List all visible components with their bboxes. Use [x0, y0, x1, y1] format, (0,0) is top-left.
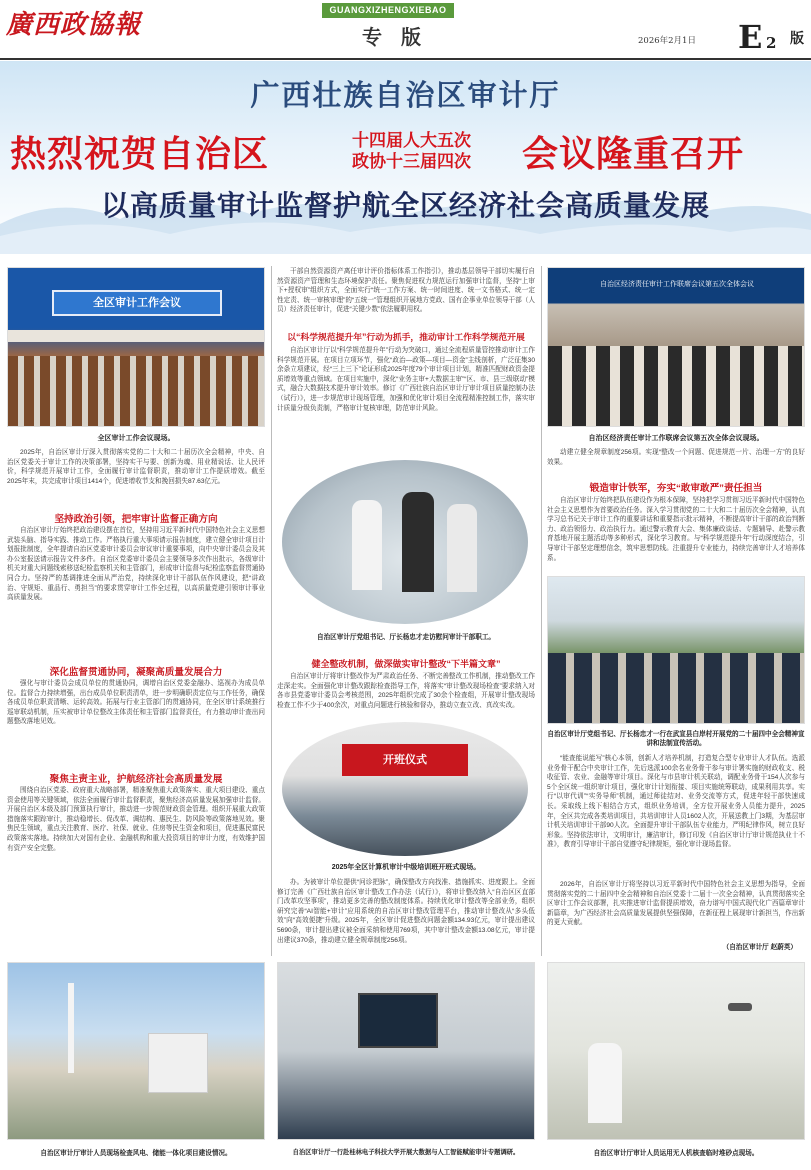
section-title: 专 版	[362, 25, 427, 49]
caption-photo-7: 自治区审计厅一行赴桂林电子科技大学开展大数据与人工智能赋能审计专题调研。	[292, 1149, 520, 1156]
col1-section-2: 强化与审计委员会成员单位的贯通协同，调增自治区党委金融办、巡视办为成员单位。监督合力持续增强，出台成员单位职责清单，进一步明确职责定位与工作任务，确保各成员单位职责清晰、运转高效。拓展与行业主管部门的贯通协同，在全区审计系统推行巡审联动机制，压实被审计单位整改主体责任和主管部门监督责任，有力推动审计查出问题整改落地见效。	[7, 680, 265, 726]
edition-letter: E	[738, 18, 763, 56]
caption-photo-8: 自治区审计厅审计人员运用无人机核查临时堆砂点现场。	[593, 1150, 759, 1157]
village-audience	[548, 653, 805, 723]
banner-headline-mid-1: 十四届人大五次	[352, 131, 471, 151]
caption-photo-1: 全区审计工作会议现场。	[97, 435, 175, 442]
banner-headline-right: 会议隆重召开	[522, 133, 745, 175]
col3-heading-1: 锻造审计铁军，夯实“敢审敢严”责任担当	[589, 483, 763, 494]
col2-section-2: 自治区审计厅将审计整改作为严肃政治任务、不断完善整改工作机制，推动整改工作走深走实。全面强化审计整改跟踪检查指导工作，将落实“审计整改现场检查”要求纳入对各市县党委审计委员会考核范围，2025年组织完成了30余个检查组，开展审计整改现场检查工作不少于400余次，对重点问题进行核验和督办，推动立查立改、真改实改。	[277, 673, 535, 709]
col2-continued: 干部自然资源资产离任审计评价指标体系工作指引》，推动基层领导干部切实履行自然资源资产管理和生态环境保护责任。聚焦促进权力规范运行加强审计监督，坚持“上审下+授权审”组织方式，全面实行“统一工作方案、统一时间进度、统一文书格式、统一定性定责、统一审核审理”的“五统一”管理组织开展地方党政、国有企事业单位领导干部（人员）经济责任审计，促进“关键少数”依法履职用权。	[277, 268, 535, 314]
audience-rows	[8, 356, 265, 426]
caption-photo-5: 2025年全区计算机审计中级培训班开班式现场。	[331, 864, 481, 871]
banner-motto: 以高质量审计监督护航全区经济社会高质量发展	[100, 189, 710, 222]
column-divider-2	[541, 266, 542, 956]
photo-village-lecture	[547, 576, 805, 724]
edition-ban: 版	[790, 31, 804, 47]
drone-graphic	[728, 1003, 752, 1011]
col3-section-3: 2026年，自治区审计厅将坚持以习近平新时代中国特色社会主义思想为指导，全面贯彻落实党的二十届四中全会精神和自治区党委十二届十一次全会精神，认真贯彻落实全区审计工作会议部署，扎实推进审计监督提质增效，奋力谱写中国式现代化广西篇章审计新篇章，为广西经济社会高质量发展提供坚强保障，在新征程上展现审计新担当，作出新的更大贡献。	[547, 881, 805, 927]
col2-heading-2: 健全整改机制，做深做实审计整改“下半篇文章”	[311, 659, 501, 669]
caption-photo-2: 自治区经济责任审计工作联席会议第五次全体会议现场。	[588, 435, 764, 442]
col1-heading-3: 聚焦主责主业，护航经济社会高质量发展	[49, 774, 223, 785]
meeting-banner-text: 自治区经济责任审计工作联席会议第五次全体会议	[600, 281, 754, 288]
photo-drone-inspection	[547, 962, 805, 1140]
col1-section-1: 自治区审计厅始终把政治建设摆在首位，坚持用习近平新时代中国特色社会主义思想武装头脑、指导实践、推动工作。严格执行重大事项请示报告制度，建立健全审计项目计划报批制度，全年提请自治区党委审计委员会审议审计重要事项，向中央审计委员会及其办公室报送请示报告文件多件。自治区党委审计委员会主要领导多次作出批示，各级审计机关对重大问题线索移送纪检监察机关和主管部门，形成审计监督与纪检监察监督贯通协同合力。坚持严的基调推进全面从严治党，持续深化审计干部队伍作风建设，把“讲政治、守规矩、重品行、勇担当”的要求贯穿审计工作全过程，以高质量党建引领审计事业高质量发展。	[7, 527, 265, 602]
newspaper-logo: 廣西政協報	[6, 10, 142, 40]
col1-section-3: 围绕自治区党委、政府重大战略部署，精准聚焦重大政策落实、重大项目建设、重点资金使用等关键领域，依法全面履行审计监督职责，聚焦经济高质量发展加强审计监督。开展自治区本级及部门预算执行审计，推动进一步规范财政资金管理。组织开展重大政策措施落实跟踪审计，推动稳增长、促改革、调结构、惠民生、防风险等政策落地见效。聚焦民生领域，重点关注教育、医疗、社保、就业、住房等民生资金和项目，促进惠民富民政策落实落地。持续加大对国有企业、金融机构和重大投资项目的审计力度，有效维护国有资产安全完整。	[7, 787, 265, 852]
photo-guet-research	[277, 962, 535, 1140]
photo-audit-work-conference	[7, 267, 265, 427]
col2-heading-1: 以“科学规范提升年”行动为抓手，推动审计工作科学规范开展	[287, 332, 525, 342]
column-divider-1	[271, 266, 272, 956]
col3-section-2: “能查能说能写”核心本领，创新人才培养机制，打造复合型专业审计人才队伍。选派业务骨干配合中央审计工作，先后选派100余名业务骨干参与审计署实施的财政收支、税收征管、农业、金融等审计项目。深化与市县审计机关联动，调配业务骨干154人次参与5个全区统一组织审计项目，强化审计计划衔接、项目实施统筹联动，成果利用共享。实行“以审代训”“实务导师”机制，通过师徒结对、业务交流等方式，促进年轻干部快速成长。采取线上线下相结合方式，组织业务培训，全方位开展业务人员能力提升，2025年，全区共完成各类培训项目，共培训审计人员1602人次，开展送教上门3期，为基层审计机关培训审计干部90人次。全面提升审计干部队伍专业能力，严明纪律作风，树立良好形象。坚持依法审计，文明审计，廉洁审计，修订印发《自治区审计厅审计规范执业十不准》，教育引导审计干部自觉遵守纪律规矩，强化审计现场监督。	[547, 755, 805, 849]
col2-section-1: 自治区审计厅以“科学规范提升年”行动为突破口，通过全流程质量管控推动审计工作科学规范开展。在项目立项环节，强化“政治—政策—项目—资金”主线剖析，广泛征集30余条立项建议，经“三上三下”论证形成2025年度79个审计项目计划，精准匹配财政资金提质增效等重点领域。在项目实施中，深化“业务主审+大数据主审”“区、市、县三级联动”模式，融合大数据技术提升审计效率。修订《广西壮族自治区审计厅审计项目质量控制办法（试行）》，进一步规范审计现场管理，加强和优化审计项目全流程精准控制工作，落实审计质量分级负责制，严格审计复核审理，防范审计风险。	[277, 347, 535, 412]
col1-heading-2: 深化监督贯通协同，凝聚高质量发展合力	[49, 667, 223, 678]
col1-intro: 2025年，自治区审计厅深入贯彻落实党的二十大和二十届历次全会精神，中央、自治区党委关于审计工作的决策部署，坚持实干与要、创新为魂、用业精说话、让人民评价，科学规范开展审计工作，全面履行审计监督职责，推动审计工作提质增效。截至2025年末，共完成审计项目1414个，促进增收节支和挽回损失87.63亿元。	[7, 449, 265, 485]
col2-section-3: 办。为被审计单位提供“问诊把脉”，确保整改方向找准、措施抓实、进度跟上。全面修订完善《广西壮族自治区审计整改工作办法（试行）》，将审计整改纳入“自治区区直部门改革攻坚事项”，推动更多完善的整改制度体系。持续优化审计整改等全部业务，组织研究完善“AI智能+审计”应用系统的自治区审计整改管理平台，推动审计整改从“多头低效”向“高效便捷”升级。2025年，全区审计促进整改问题金额134.93亿元，审计提出建议5690条，审计提出建议被全面采纳和使用769项，其中审计整改金额13.08亿元，审计提出建议370条，推动建立健全规章制度256项。	[277, 879, 535, 944]
pinyin-title: GUANGXIZHENGXIEBAO	[322, 3, 454, 18]
banner-subtitle: 广西壮族自治区审计厅	[250, 78, 561, 112]
col3-section-1: 自治区审计厅始终把队伍建设作为根本保障，坚持把学习贯彻习近平新时代中国特色社会主义思想作为首要政治任务。深入学习贯彻党的二十大和二十届历次全会精神，认真学习总书记关于审计工作的重要讲话和重要指示批示精神，不断提高审计干部的政治判断力、政治领悟力、政治执行力。通过警示教育大会、集体廉政谈话、专题辅导、赴警示教育基地开展主题活动等多种形式，深化学习教育。与“科学规范提升年”行动深度结合，引导审计干部坚定理想信念，筑牢思想防线。注重提升专业能力，持续完善审计人才培养体系。	[547, 497, 805, 562]
edition-number: 2	[766, 34, 777, 52]
masthead-rule	[0, 58, 811, 60]
training-screen-text: 开班仪式	[342, 744, 468, 776]
caption-photo-4: 自治区审计厅党组书记、厅长杨忠才一行在武宣县白岸村开展党的二十届四中全会精神宣讲和法制宣传活动。	[547, 731, 805, 747]
col1-heading-1: 坚持政治引领，把牢审计监督正确方向	[54, 514, 218, 525]
photo-visit-staff	[282, 460, 528, 624]
caption-photo-6: 自治区审计厅审计人员现场检查风电、储能一体化项目建设情况。	[40, 1150, 232, 1157]
banner-headline-mid-2: 政协十三届四次	[352, 152, 471, 172]
meeting-attendees	[548, 346, 805, 426]
banner-headline-left: 热烈祝贺自治区	[10, 133, 270, 175]
conference-screen-text: 全区审计工作会议	[52, 290, 222, 316]
caption-photo-3: 自治区审计厅党组书记、厅长杨忠才走访慰问审计干部职工。	[316, 634, 496, 641]
photo-training-opening	[282, 722, 528, 856]
byline: （自治区审计厅 赵蔚英）	[722, 944, 797, 951]
issue-date: 2026年2月1日	[638, 36, 696, 46]
col3-continued: 动建立健全规章制度256项。实现“整改一个问题、促进规范一片、治理一方”的良好效果。	[547, 449, 805, 466]
photo-wind-storage-inspection	[7, 962, 265, 1140]
photo-joint-meeting	[547, 267, 805, 427]
